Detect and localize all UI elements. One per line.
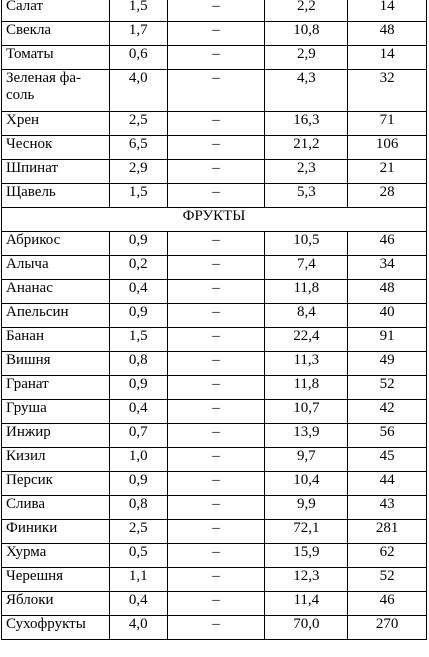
protein-cell: 0,9 (110, 376, 168, 400)
product-name-cell: Хрен (2, 112, 110, 136)
product-name-cell: Банан (2, 328, 110, 352)
kcal-cell: 62 (348, 544, 427, 568)
carbs-cell: 5,3 (265, 184, 348, 208)
table-row (2, 160, 427, 184)
protein-cell: 0,4 (110, 280, 168, 304)
protein-cell: 0,9 (110, 232, 168, 256)
product-name-cell: Яблоки (2, 592, 110, 616)
fat-cell: – (167, 112, 265, 136)
table-row (2, 280, 427, 304)
carbs-cell: 2,3 (265, 160, 348, 184)
product-name-cell: Ананас (2, 280, 110, 304)
fat-cell: – (167, 160, 265, 184)
carbs-cell: 16,3 (265, 112, 348, 136)
table-row (2, 424, 427, 448)
carbs-cell: 11,4 (265, 592, 348, 616)
carbs-cell: 13,9 (265, 424, 348, 448)
product-name-cell: Свекла (2, 22, 110, 46)
table-row (2, 46, 427, 70)
fat-cell: – (167, 280, 265, 304)
carbs-cell: 8,4 (265, 304, 348, 328)
kcal-cell: 52 (348, 376, 427, 400)
fat-cell: – (167, 70, 265, 112)
product-name-cell: Томаты (2, 46, 110, 70)
table-row (2, 544, 427, 568)
kcal-cell: 45 (348, 448, 427, 472)
protein-cell: 1,5 (110, 328, 168, 352)
fat-cell: – (167, 136, 265, 160)
kcal-cell: 71 (348, 112, 427, 136)
protein-cell: 0,7 (110, 424, 168, 448)
fat-cell: – (167, 496, 265, 520)
kcal-cell: 42 (348, 400, 427, 424)
product-name-cell: Абрикос (2, 232, 110, 256)
product-name-cell: Черешня (2, 568, 110, 592)
product-name-cell: Кизил (2, 448, 110, 472)
kcal-cell: 44 (348, 472, 427, 496)
product-name-cell: Чеснок (2, 136, 110, 160)
table-row (2, 112, 427, 136)
carbs-cell: 12,3 (265, 568, 348, 592)
carbs-cell: 9,9 (265, 496, 348, 520)
kcal-cell: 91 (348, 328, 427, 352)
fat-cell: – (167, 304, 265, 328)
table-row (2, 328, 427, 352)
vegetables-table-body (2, 0, 427, 208)
kcal-cell: 56 (348, 424, 427, 448)
table-row (2, 304, 427, 328)
fat-cell: – (167, 448, 265, 472)
protein-cell: 0,2 (110, 256, 168, 280)
table-row (2, 376, 427, 400)
kcal-cell: 281 (348, 520, 427, 544)
product-name-cell: Апельсин (2, 304, 110, 328)
carbs-cell: 2,9 (265, 46, 348, 70)
carbs-cell: 9,7 (265, 448, 348, 472)
table-row (2, 0, 427, 22)
fat-cell: – (167, 568, 265, 592)
carbs-cell: 10,8 (265, 22, 348, 46)
protein-cell: 4,0 (110, 70, 168, 112)
product-name-cell: Финики (2, 520, 110, 544)
fat-cell: – (167, 376, 265, 400)
table-row (2, 616, 427, 640)
protein-cell: 0,5 (110, 544, 168, 568)
kcal-cell: 21 (348, 160, 427, 184)
protein-cell: 0,9 (110, 472, 168, 496)
carbs-cell: 21,2 (265, 136, 348, 160)
fat-cell: – (167, 400, 265, 424)
fat-cell: – (167, 424, 265, 448)
product-name-cell: Щавель (2, 184, 110, 208)
nutrition-table (1, 0, 427, 640)
protein-cell: 0,4 (110, 592, 168, 616)
product-name-cell: Шпинат (2, 160, 110, 184)
kcal-cell: 48 (348, 22, 427, 46)
fruits-table-body (2, 232, 427, 640)
carbs-cell: 4,3 (265, 70, 348, 112)
kcal-cell: 32 (348, 70, 427, 112)
product-name-cell: Вишня (2, 352, 110, 376)
carbs-cell: 7,4 (265, 256, 348, 280)
kcal-cell: 49 (348, 352, 427, 376)
fruits-section-title: ФРУКТЫ (2, 208, 427, 232)
table-row (2, 256, 427, 280)
section-header-row (2, 208, 427, 232)
table-row (2, 448, 427, 472)
kcal-cell: 270 (348, 616, 427, 640)
fat-cell: – (167, 22, 265, 46)
fat-cell: – (167, 256, 265, 280)
carbs-cell: 72,1 (265, 520, 348, 544)
product-name-cell: Хурма (2, 544, 110, 568)
protein-cell: 1,0 (110, 448, 168, 472)
fruits-section (2, 208, 427, 232)
carbs-cell: 11,8 (265, 376, 348, 400)
product-name-cell: Гранат (2, 376, 110, 400)
protein-cell: 0,9 (110, 304, 168, 328)
fat-cell: – (167, 592, 265, 616)
table-row (2, 592, 427, 616)
product-name-cell: Груша (2, 400, 110, 424)
protein-cell: 0,8 (110, 496, 168, 520)
fat-cell: – (167, 46, 265, 70)
product-name-cell: Персик (2, 472, 110, 496)
fat-cell: – (167, 616, 265, 640)
kcal-cell: 46 (348, 232, 427, 256)
protein-cell: 0,8 (110, 352, 168, 376)
fat-cell: – (167, 472, 265, 496)
carbs-cell: 70,0 (265, 616, 348, 640)
kcal-cell: 40 (348, 304, 427, 328)
fat-cell: – (167, 184, 265, 208)
protein-cell: 2,5 (110, 112, 168, 136)
product-name-cell: Слива (2, 496, 110, 520)
carbs-cell: 11,8 (265, 280, 348, 304)
table-row (2, 496, 427, 520)
table-row (2, 136, 427, 160)
carbs-cell: 11,3 (265, 352, 348, 376)
protein-cell: 0,4 (110, 400, 168, 424)
table-row (2, 400, 427, 424)
protein-cell: 4,0 (110, 616, 168, 640)
protein-cell: 2,5 (110, 520, 168, 544)
protein-cell: 1,7 (110, 22, 168, 46)
protein-cell: 1,5 (110, 184, 168, 208)
product-name-cell: Салат (2, 0, 110, 22)
kcal-cell: 14 (348, 0, 427, 22)
protein-cell: 6,5 (110, 136, 168, 160)
carbs-cell: 10,4 (265, 472, 348, 496)
carbs-cell: 10,5 (265, 232, 348, 256)
product-name-cell: Инжир (2, 424, 110, 448)
carbs-cell: 2,2 (265, 0, 348, 22)
product-name-cell: Зеленая фа- соль (2, 70, 110, 112)
product-name-cell: Сухофрукты (2, 616, 110, 640)
carbs-cell: 22,4 (265, 328, 348, 352)
kcal-cell: 52 (348, 568, 427, 592)
fat-cell: – (167, 544, 265, 568)
table-row (2, 352, 427, 376)
kcal-cell: 106 (348, 136, 427, 160)
fat-cell: – (167, 328, 265, 352)
table-row (2, 568, 427, 592)
fat-cell: – (167, 520, 265, 544)
carbs-cell: 10,7 (265, 400, 348, 424)
fat-cell: – (167, 352, 265, 376)
kcal-cell: 48 (348, 280, 427, 304)
fat-cell: – (167, 0, 265, 22)
protein-cell: 1,5 (110, 0, 168, 22)
protein-cell: 2,9 (110, 160, 168, 184)
carbs-cell: 15,9 (265, 544, 348, 568)
table-row (2, 184, 427, 208)
kcal-cell: 43 (348, 496, 427, 520)
table-row (2, 22, 427, 46)
product-name-cell: Алыча (2, 256, 110, 280)
table-row (2, 70, 427, 112)
table-row (2, 232, 427, 256)
fat-cell: – (167, 232, 265, 256)
kcal-cell: 34 (348, 256, 427, 280)
protein-cell: 0,6 (110, 46, 168, 70)
table-row (2, 472, 427, 496)
kcal-cell: 14 (348, 46, 427, 70)
protein-cell: 1,1 (110, 568, 168, 592)
kcal-cell: 28 (348, 184, 427, 208)
kcal-cell: 46 (348, 592, 427, 616)
table-row (2, 520, 427, 544)
